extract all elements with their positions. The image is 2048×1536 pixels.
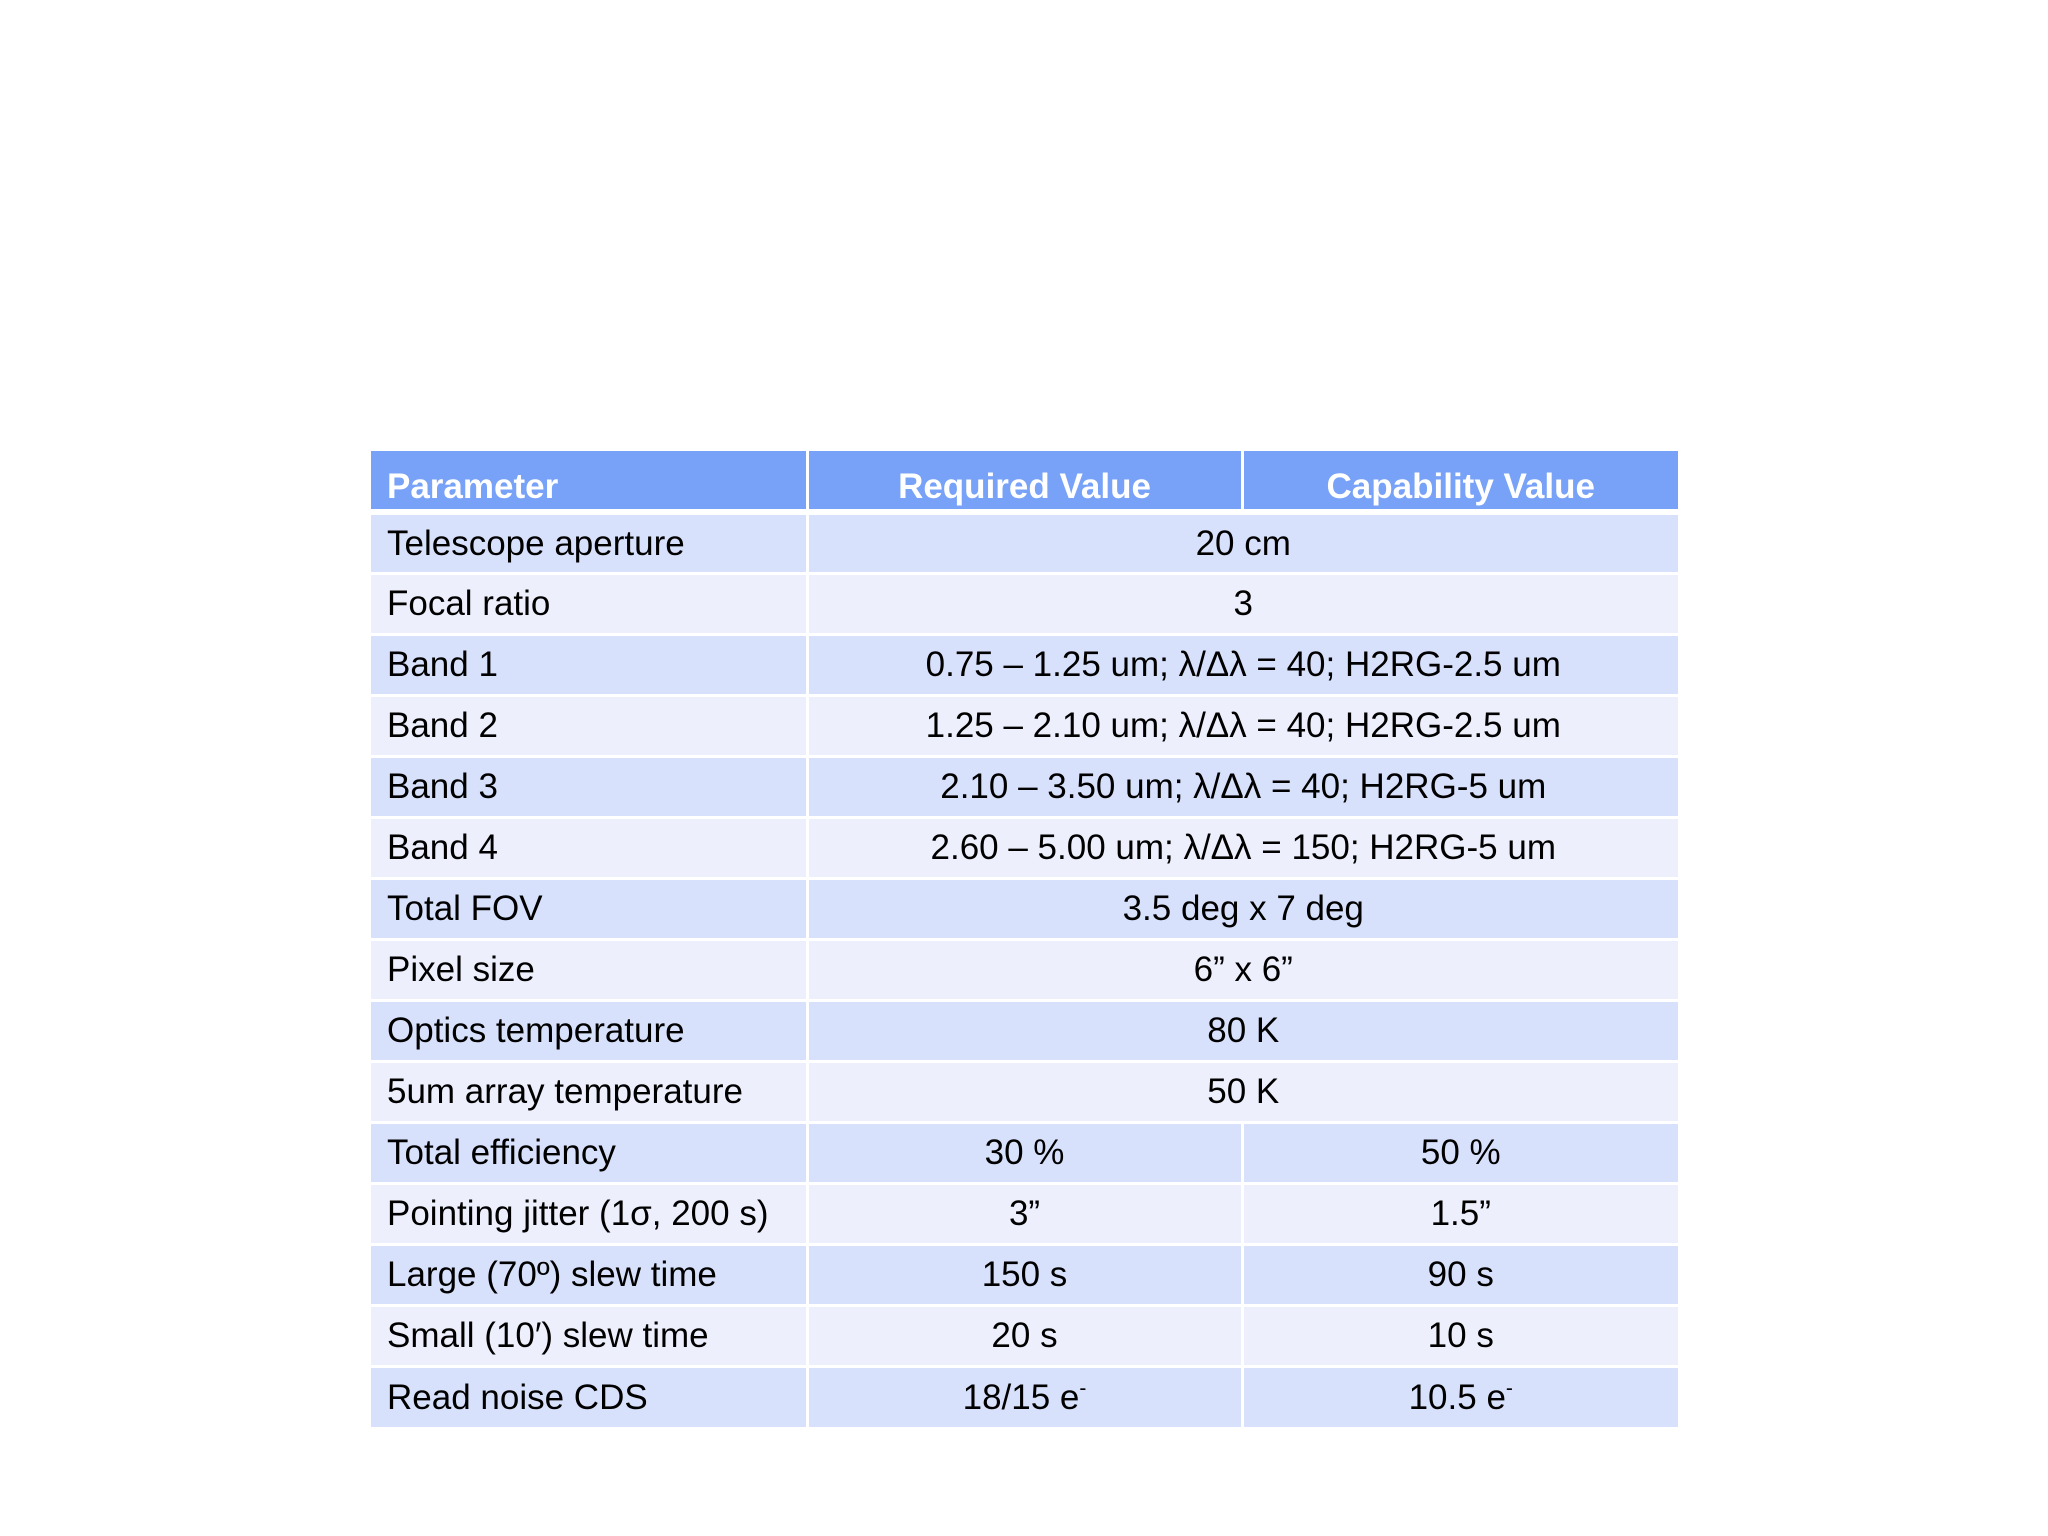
header-required-value: Required Value — [807, 451, 1242, 512]
param-cell: Band 3 — [371, 756, 807, 817]
param-cell: Small (10′) slew time — [371, 1305, 807, 1366]
table-row — [371, 817, 1678, 878]
table-row — [371, 512, 1678, 573]
param-cell: Band 4 — [371, 817, 807, 878]
param-cell: Pointing jitter (1σ, 200 s) — [371, 1183, 807, 1244]
value-cell: 50 K — [807, 1061, 1678, 1122]
value-cell: 80 K — [807, 1000, 1678, 1061]
param-cell: Telescope aperture — [371, 512, 807, 573]
table-row — [371, 573, 1678, 634]
param-cell: Band 1 — [371, 634, 807, 695]
table-row — [371, 1122, 1678, 1183]
table-row — [371, 1000, 1678, 1061]
value-cell: 6” x 6” — [807, 939, 1678, 1000]
table-row — [371, 756, 1678, 817]
header-row — [371, 451, 1678, 512]
spec-table — [371, 451, 1678, 1427]
required-cell: 3” — [807, 1183, 1242, 1244]
table-row — [371, 1305, 1678, 1366]
value-cell: 1.25 – 2.10 um; λ/Δλ = 40; H2RG-2.5 um — [807, 695, 1678, 756]
table-row — [371, 1061, 1678, 1122]
value-cell: 3 — [807, 573, 1678, 634]
table-row — [371, 939, 1678, 1000]
value-cell: 0.75 – 1.25 um; λ/Δλ = 40; H2RG-2.5 um — [807, 634, 1678, 695]
electron-superscript: - — [1079, 1376, 1087, 1400]
param-cell: Total efficiency — [371, 1122, 807, 1183]
value-cell: 2.60 – 5.00 um; λ/Δλ = 150; H2RG-5 um — [807, 817, 1678, 878]
table-row — [371, 695, 1678, 756]
param-cell: Optics temperature — [371, 1000, 807, 1061]
required-cell: 30 % — [807, 1122, 1242, 1183]
capability-cell: 10 s — [1242, 1305, 1678, 1366]
table-row — [371, 634, 1678, 695]
param-cell: Large (70º) slew time — [371, 1244, 807, 1305]
param-cell: Read noise CDS — [371, 1366, 807, 1427]
value-cell: 3.5 deg x 7 deg — [807, 878, 1678, 939]
capability-cell: 50 % — [1242, 1122, 1678, 1183]
capability-cell: 1.5” — [1242, 1183, 1678, 1244]
required-cell: 150 s — [807, 1244, 1242, 1305]
table-row — [371, 878, 1678, 939]
param-cell: Pixel size — [371, 939, 807, 1000]
param-cell: Total FOV — [371, 878, 807, 939]
required-value: 18/15 e — [962, 1377, 1080, 1417]
header-capability-value: Capability Value — [1242, 451, 1678, 512]
value-cell: 2.10 – 3.50 um; λ/Δλ = 40; H2RG-5 um — [807, 756, 1678, 817]
value-cell: 20 cm — [807, 512, 1678, 573]
capability-cell: 90 s — [1242, 1244, 1678, 1305]
required-cell — [807, 1366, 1242, 1427]
table-row — [371, 1183, 1678, 1244]
table-row — [371, 1244, 1678, 1305]
header-parameter: Parameter — [371, 451, 807, 512]
capability-value: 10.5 e — [1408, 1377, 1506, 1417]
capability-cell — [1242, 1366, 1678, 1427]
param-cell: 5um array temperature — [371, 1061, 807, 1122]
param-cell: Focal ratio — [371, 573, 807, 634]
required-cell: 20 s — [807, 1305, 1242, 1366]
electron-superscript: - — [1505, 1376, 1513, 1400]
table-row — [371, 1366, 1678, 1427]
param-cell: Band 2 — [371, 695, 807, 756]
